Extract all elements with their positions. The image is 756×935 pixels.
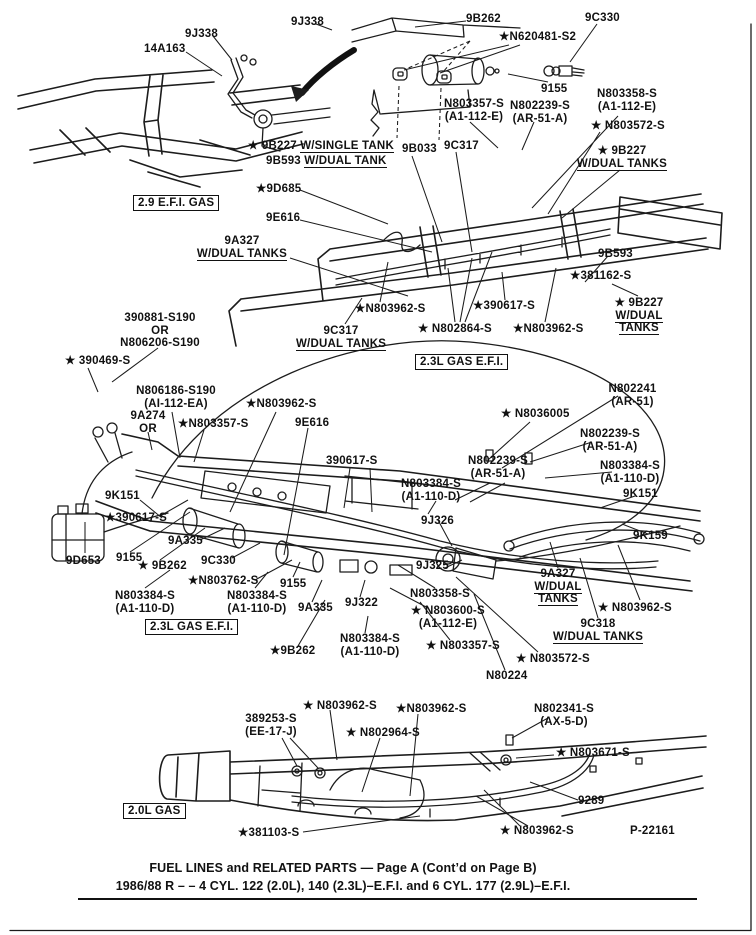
part-label-9B262: 9B262 xyxy=(466,13,501,25)
part-label-9C330: 9C330 xyxy=(585,12,620,24)
part-label-N802239-S-c: N802239-S (AR-51-A) xyxy=(468,455,528,480)
part-label-N803962-S: ★N803962-S xyxy=(355,303,426,315)
part-label-N803572-S-b: ★ N803572-S xyxy=(516,653,590,665)
part-label-9E616: 9E616 xyxy=(266,212,301,224)
section-label-2-0l-gas: 2.0L GAS xyxy=(123,803,186,819)
part-label-9J338-b: 9J338 xyxy=(291,16,324,28)
section-label-2-9-efi-gas: 2.9 E.F.I. GAS xyxy=(133,195,219,211)
part-label-N803357-S: N803357-S (A1-112-E) xyxy=(444,98,504,123)
part-label-N8036005: ★ N8036005 xyxy=(501,408,570,420)
part-label-N803962-S-b: ★N803962-S xyxy=(513,323,584,335)
part-label-9E616-b: 9E616 xyxy=(295,417,330,429)
part-label-9K151-b: 9K151 xyxy=(105,490,140,502)
part-label-N803358-S: N803358-S (A1-112-E) xyxy=(597,88,657,113)
part-label-N803962-S-g: ★ N803962-S xyxy=(500,825,574,837)
part-label-N802864-S: ★ N802864-S xyxy=(418,323,492,335)
part-label-9A335-b: 9A335 xyxy=(298,602,333,614)
part-label-9B593-dual-tank: 9B593 W/DUAL TANK xyxy=(266,155,387,167)
part-label-9155: 9155 xyxy=(541,83,568,95)
part-label-N803384-S-b: N803384-S (A1-110-D) xyxy=(401,478,461,503)
part-label-N803962-S-e: ★ N803962-S xyxy=(303,700,377,712)
part-label-9D685: ★9D685 xyxy=(256,183,302,195)
part-label-9A327-dual-tanks: 9A327 W/DUAL TANKS xyxy=(196,235,288,260)
part-label-9K159: 9K159 xyxy=(633,530,668,542)
part-label-9155-c: 9155 xyxy=(280,578,307,590)
part-label-9B227-dual-tanks: ★ 9B227 W/DUAL TANKS xyxy=(576,145,668,170)
part-label-9155-b: 9155 xyxy=(116,552,143,564)
part-label-381162-S: ★381162-S xyxy=(570,270,632,282)
part-label-N802241: N802241 (AR-51) xyxy=(608,383,657,408)
part-label-9B593: 9B593 xyxy=(598,248,633,260)
part-label-N806186-S190: N806186-S190 (AI-112-EA) xyxy=(136,385,216,410)
part-label-N803962-S-f: ★N803962-S xyxy=(396,703,467,715)
part-label-9289: 9289 xyxy=(578,795,605,807)
part-label-9C330-b: 9C330 xyxy=(201,555,236,567)
part-label-381103-S: ★381103-S xyxy=(238,827,300,839)
part-label-9C318-dual-tanks: 9C318 W/DUAL TANKS xyxy=(553,618,644,643)
part-label-9A335: 9A335 xyxy=(168,535,203,547)
part-label-9K151: 9K151 xyxy=(623,488,658,500)
part-label-9C317: 9C317 xyxy=(444,140,479,152)
part-label-N620481-S2: ★N620481-S2 xyxy=(499,31,577,43)
part-label-N80224: N80224 xyxy=(486,670,528,682)
part-label-N803384-S: N803384-S (A1-110-D) xyxy=(600,460,660,485)
part-label-N803762-S: ★N803762-S xyxy=(188,575,259,587)
part-label-9A274: 9A274 OR xyxy=(130,410,166,435)
part-label-390469-S: ★ 390469-S xyxy=(65,355,131,367)
plate-number: P-22161 xyxy=(630,825,675,837)
part-label-9B262-b: ★ 9B262 xyxy=(138,560,187,572)
part-label-9B227-single-tank: ★ 9B227 W/SINGLE TANK xyxy=(248,140,394,152)
part-label-N803962-S-c: ★N803962-S xyxy=(246,398,317,410)
part-label-9B033: 9B033 xyxy=(402,143,437,155)
part-label-N803358-S-b: N803358-S xyxy=(410,588,470,600)
part-label-N803962-S-d: ★ N803962-S xyxy=(598,602,672,614)
part-label-9A327-dual-tanks-b: 9A327 W/DUAL TANKS xyxy=(534,568,582,605)
part-label-N803357-S-c: ★ N803357-S xyxy=(426,640,500,652)
part-label-N803384-S-d: N803384-S (A1-110-D) xyxy=(227,590,287,615)
part-label-390881-or-N806206: 390881-S190 OR N806206-S190 xyxy=(120,312,200,349)
part-label-9J326: 9J326 xyxy=(421,515,454,527)
part-label-390617-S: ★390617-S xyxy=(473,300,535,312)
part-label-9J338: 9J338 xyxy=(185,28,218,40)
section-label-2-3l-gas-efi: 2.3L GAS E.F.I. xyxy=(415,354,508,370)
part-label-N803572-S: ★ N803572-S xyxy=(591,120,665,132)
part-label-389253-S: 389253-S (EE-17-J) xyxy=(245,713,297,738)
part-label-N803671-S: ★ N803671-S xyxy=(556,747,630,759)
part-label-9B227-dual-tanks-b: ★ 9B227 W/DUAL TANKS xyxy=(614,297,664,334)
part-label-N803384-S-c: N803384-S (A1-110-D) xyxy=(115,590,175,615)
part-label-14A163: 14A163 xyxy=(144,43,186,55)
part-label-N802341-S: N802341-S (AX-5-D) xyxy=(534,703,594,728)
part-label-9D653: 9D653 xyxy=(66,555,101,567)
part-label-390617-S-c: ★390617-S xyxy=(105,512,167,524)
part-label-9J325: 9J325 xyxy=(416,560,449,572)
part-label-N803600-S: ★ N803600-S (A1-112-E) xyxy=(411,605,485,630)
part-label-N802239-S: N802239-S (AR-51-A) xyxy=(510,100,570,125)
part-label-390617-S-b: 390617-S xyxy=(326,455,378,467)
part-label-9B262-c: ★9B262 xyxy=(270,645,316,657)
part-label-9J322: 9J322 xyxy=(345,597,378,609)
part-label-9C317-dual-tanks: 9C317 W/DUAL TANKS xyxy=(296,325,387,350)
part-label-N803384-S-e: N803384-S (A1-110-D) xyxy=(340,633,400,658)
part-label-N802239-S-b: N802239-S (AR-51-A) xyxy=(580,428,640,453)
part-label-N802964-S: ★ N802964-S xyxy=(346,727,420,739)
section-label-2-3l-gas-efi-b: 2.3L GAS E.F.I. xyxy=(145,619,238,635)
part-label-N803357-S-b: ★N803357-S xyxy=(178,418,249,430)
caption-title: FUEL LINES and RELATED PARTS — Page A (Cont’d on Page B) xyxy=(149,861,537,875)
caption-applicability: 1986/88 R – – 4 CYL. 122 (2.0L), 140 (2.3L)–E.F.I. and 6 CYL. 177 (2.9L)–E.F.I. xyxy=(115,879,571,893)
